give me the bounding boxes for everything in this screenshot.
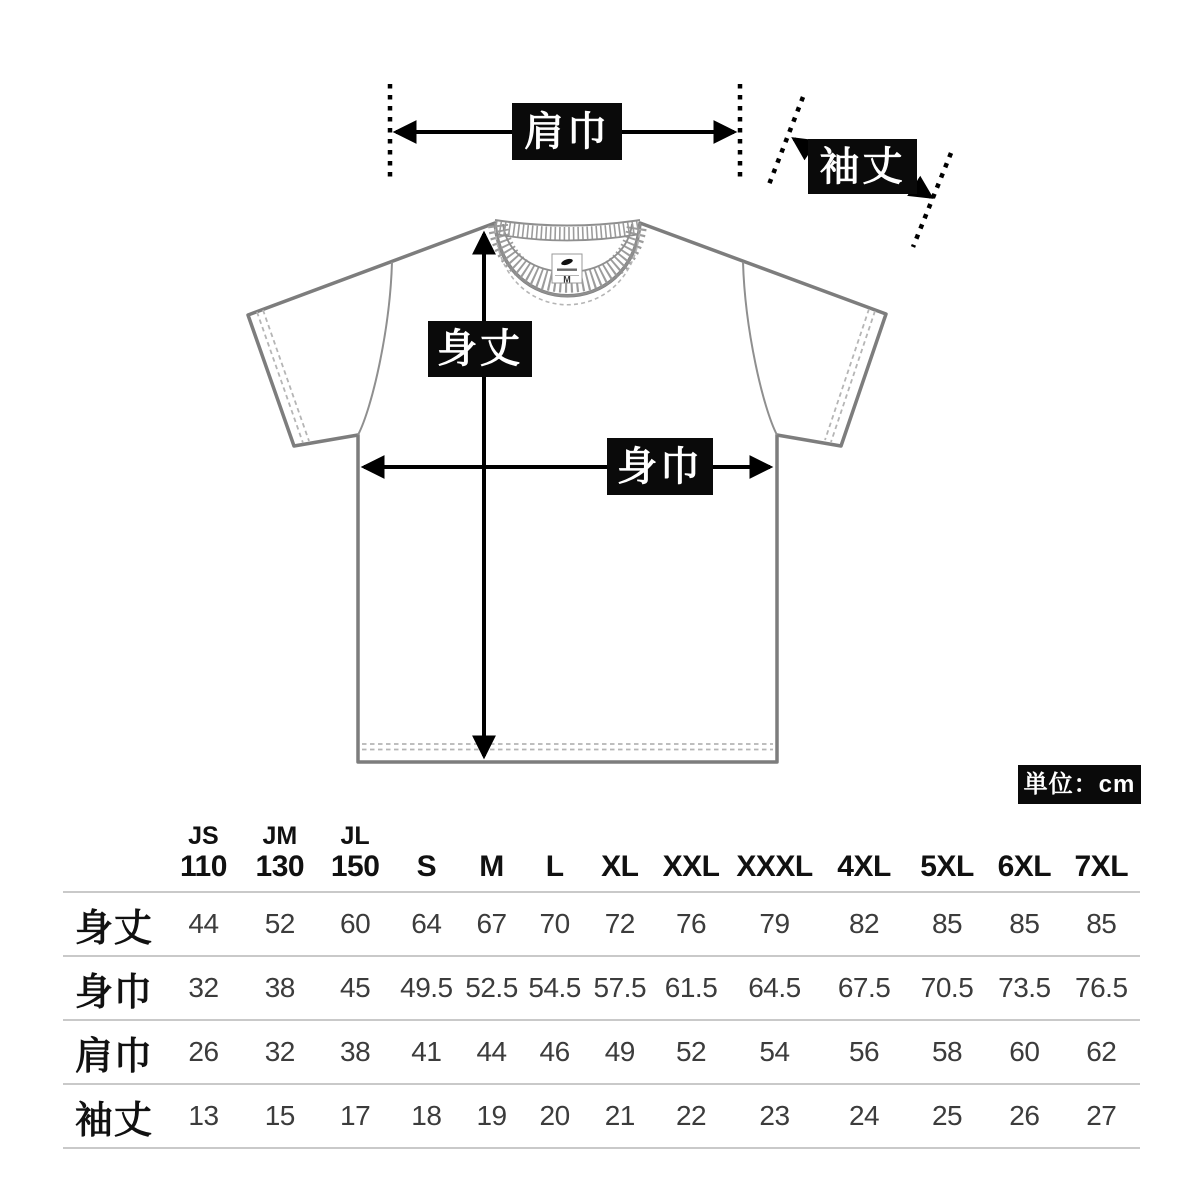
col-header bbox=[460, 806, 523, 892]
tshirt-outline bbox=[248, 223, 886, 762]
col-header bbox=[729, 806, 821, 892]
header-row bbox=[63, 806, 1140, 892]
value-cell: 23 bbox=[729, 1084, 821, 1148]
table-row bbox=[63, 892, 1140, 956]
row-label: 身丈 bbox=[63, 892, 165, 956]
col-header-bottom: 6XL bbox=[997, 849, 1052, 883]
back-collar-bottom-edge bbox=[495, 234, 640, 241]
value-cell: 17 bbox=[317, 1084, 392, 1148]
value-cell: 13 bbox=[165, 1084, 242, 1148]
col-header-bottom: 7XL bbox=[1074, 849, 1129, 883]
col-header-top: JS bbox=[188, 821, 219, 850]
col-header bbox=[908, 806, 986, 892]
sleeve-length-guide-lower bbox=[913, 153, 951, 247]
value-cell: 67.5 bbox=[820, 956, 908, 1020]
value-cell: 24 bbox=[820, 1084, 908, 1148]
col-header-bottom: S bbox=[416, 849, 437, 883]
col-header-bottom: 150 bbox=[330, 849, 380, 883]
value-cell: 64 bbox=[393, 892, 460, 956]
value-cell: 32 bbox=[242, 1020, 317, 1084]
row-label: 肩巾 bbox=[63, 1020, 165, 1084]
value-cell: 15 bbox=[242, 1084, 317, 1148]
value-cell: 41 bbox=[393, 1020, 460, 1084]
col-header-bottom: 5XL bbox=[920, 849, 974, 883]
col-header-bottom: M bbox=[479, 849, 504, 883]
value-cell: 45 bbox=[317, 956, 392, 1020]
value-cell: 82 bbox=[820, 892, 908, 956]
col-header bbox=[653, 806, 728, 892]
col-header-bottom: 110 bbox=[180, 849, 227, 883]
value-cell: 76 bbox=[653, 892, 728, 956]
value-cell: 73.5 bbox=[986, 956, 1062, 1020]
value-cell: 26 bbox=[986, 1084, 1062, 1148]
value-cell: 20 bbox=[523, 1084, 586, 1148]
value-cell: 58 bbox=[908, 1020, 986, 1084]
col-header-top: JL bbox=[340, 821, 370, 850]
col-header-bottom: XXXL bbox=[736, 849, 813, 883]
value-cell: 85 bbox=[986, 892, 1062, 956]
value-cell: 52 bbox=[653, 1020, 728, 1084]
col-header bbox=[986, 806, 1062, 892]
col-header bbox=[393, 806, 460, 892]
value-cell: 32 bbox=[165, 956, 242, 1020]
value-cell: 21 bbox=[586, 1084, 653, 1148]
value-cell: 85 bbox=[1063, 892, 1140, 956]
value-cell: 52.5 bbox=[460, 956, 523, 1020]
size-table bbox=[63, 806, 1140, 1149]
value-cell: 54 bbox=[729, 1020, 821, 1084]
col-header bbox=[165, 806, 242, 892]
value-cell: 56 bbox=[820, 1020, 908, 1084]
body-length-label: 身丈 bbox=[428, 321, 532, 377]
value-cell: 52 bbox=[242, 892, 317, 956]
col-header-bottom: 130 bbox=[255, 849, 305, 883]
value-cell: 76.5 bbox=[1063, 956, 1140, 1020]
body-width-label: 身巾 bbox=[607, 438, 713, 495]
shoulder-width-label: 肩巾 bbox=[512, 103, 622, 160]
value-cell: 38 bbox=[317, 1020, 392, 1084]
tag-text-line bbox=[557, 269, 577, 271]
table-row bbox=[63, 1084, 1140, 1148]
value-cell: 60 bbox=[317, 892, 392, 956]
value-cell: 38 bbox=[242, 956, 317, 1020]
value-cell: 70.5 bbox=[908, 956, 986, 1020]
back-collar-ribbing bbox=[495, 227, 640, 234]
value-cell: 25 bbox=[908, 1084, 986, 1148]
sleeve-length-label: 袖丈 bbox=[808, 139, 917, 194]
header-corner bbox=[63, 806, 165, 892]
value-cell: 22 bbox=[653, 1084, 728, 1148]
value-cell: 61.5 bbox=[653, 956, 728, 1020]
value-cell: 27 bbox=[1063, 1084, 1140, 1148]
row-label: 身巾 bbox=[63, 956, 165, 1020]
value-cell: 44 bbox=[165, 892, 242, 956]
col-header bbox=[586, 806, 653, 892]
unit-label: 単位：cm bbox=[1018, 765, 1141, 804]
value-cell: 44 bbox=[460, 1020, 523, 1084]
col-header bbox=[523, 806, 586, 892]
value-cell: 60 bbox=[986, 1020, 1062, 1084]
col-header bbox=[1063, 806, 1140, 892]
value-cell: 19 bbox=[460, 1084, 523, 1148]
neck-tag-size-text: M bbox=[563, 274, 571, 285]
value-cell: 18 bbox=[393, 1084, 460, 1148]
value-cell: 70 bbox=[523, 892, 586, 956]
col-header-bottom: XXL bbox=[662, 849, 720, 883]
col-header bbox=[242, 806, 317, 892]
value-cell: 57.5 bbox=[586, 956, 653, 1020]
value-cell: 85 bbox=[908, 892, 986, 956]
col-header-bottom: 4XL bbox=[837, 849, 891, 883]
col-header-top: JM bbox=[262, 821, 298, 850]
col-header bbox=[820, 806, 908, 892]
value-cell: 46 bbox=[523, 1020, 586, 1084]
col-header bbox=[317, 806, 392, 892]
col-header-bottom: XL bbox=[601, 849, 639, 883]
value-cell: 49 bbox=[586, 1020, 653, 1084]
value-cell: 54.5 bbox=[523, 956, 586, 1020]
value-cell: 26 bbox=[165, 1020, 242, 1084]
neck-tag bbox=[552, 254, 582, 285]
value-cell: 62 bbox=[1063, 1020, 1140, 1084]
row-label: 袖丈 bbox=[63, 1084, 165, 1148]
table-row bbox=[63, 956, 1140, 1020]
value-cell: 67 bbox=[460, 892, 523, 956]
table-row bbox=[63, 1020, 1140, 1084]
value-cell: 64.5 bbox=[729, 956, 821, 1020]
value-cell: 72 bbox=[586, 892, 653, 956]
col-header-bottom: L bbox=[545, 849, 564, 883]
value-cell: 79 bbox=[729, 892, 821, 956]
value-cell: 49.5 bbox=[393, 956, 460, 1020]
